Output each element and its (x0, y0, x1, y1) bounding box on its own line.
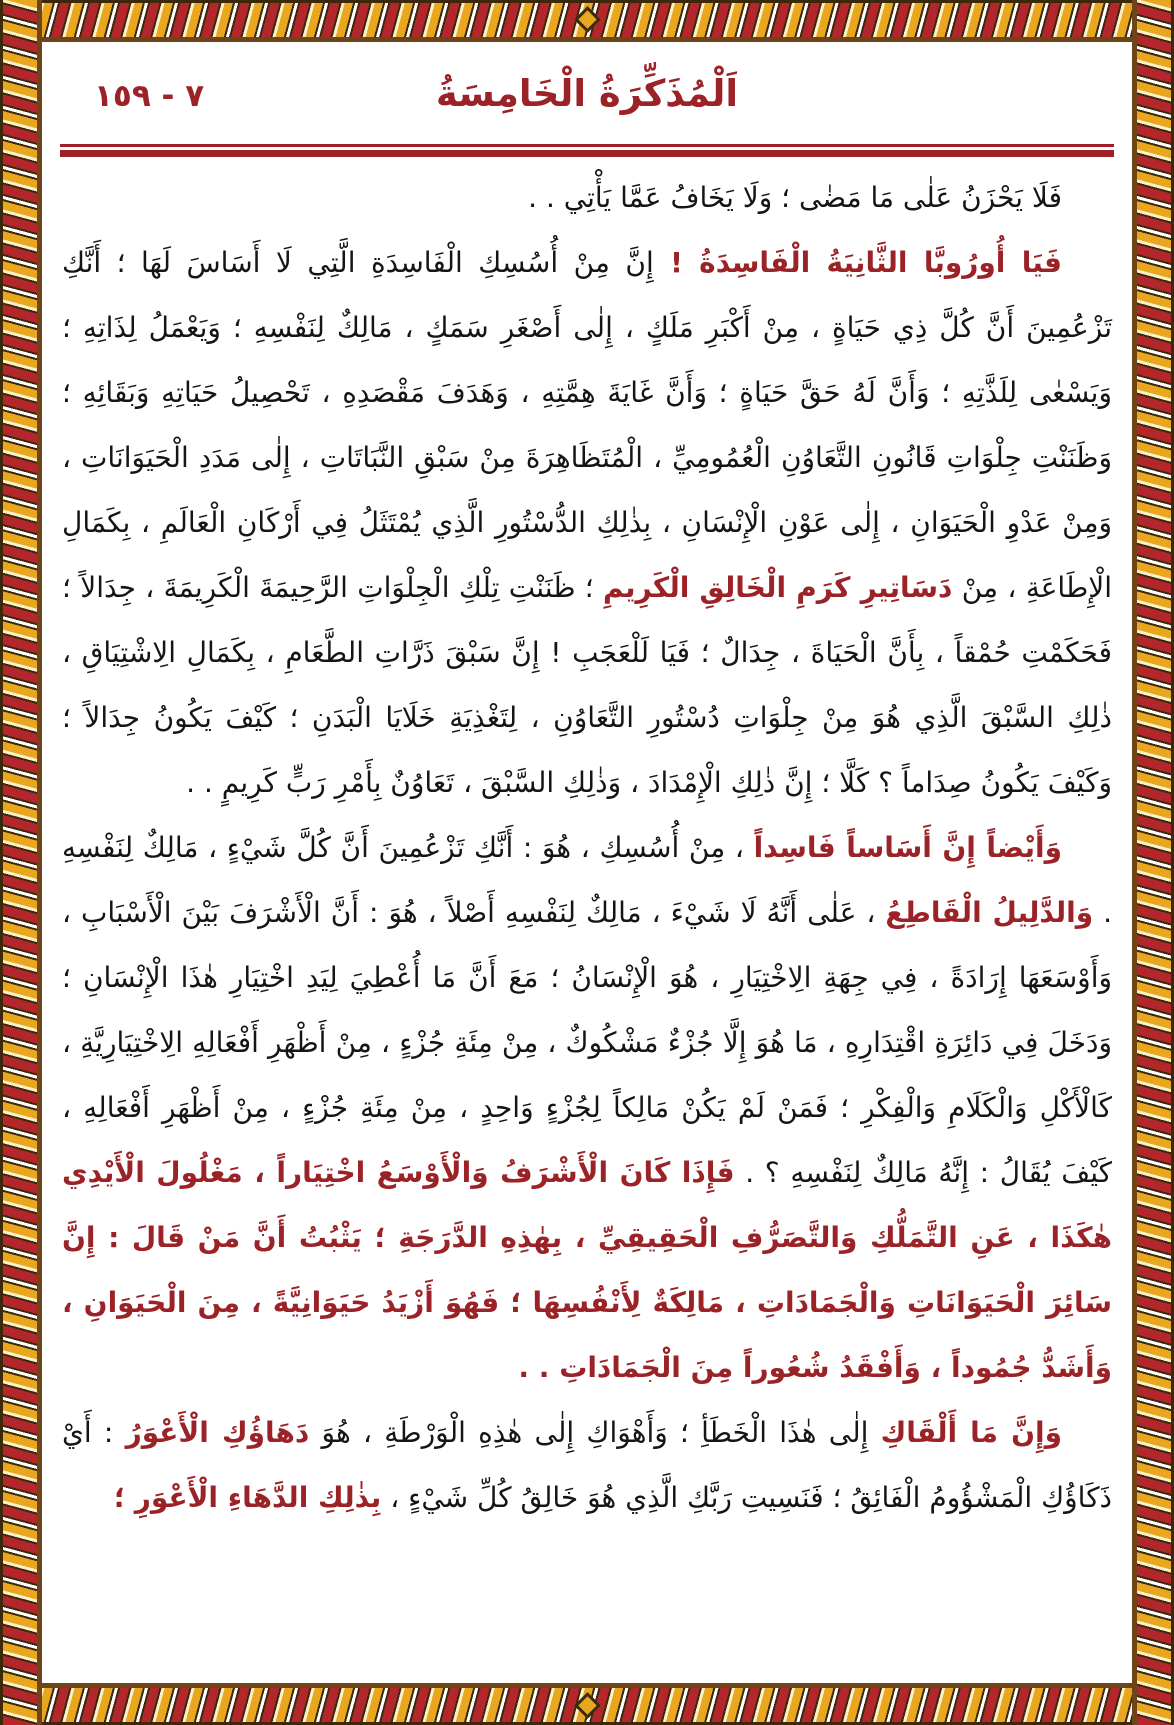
emphasis-text-segment: وَأَيْضاً إِنَّ أَسَاساً فَاسِداً (753, 831, 1062, 864)
emphasis-text-segment: وَإِنَّ مَا أَلْقَاكِ (880, 1416, 1062, 1449)
text-segment: إِنَّ مِنْ أُسُسِكِ الْفَاسِدَةِ الَّتِي لَا أَسَاسَ لَهَا ؛ أَنَّكِ تَزْعُمِينَ أَنَّ كُلَّ ذِي حَيَاةٍ ، مِنْ أَكْبَرِ مَلَكٍ ، إِلٰى أَصْغَرِ سَمَكٍ ، مَالِكٌ لِنَفْسِهِ ؛ وَيَعْمَلُ لِذَاتِهِ ؛ وَيَسْعٰى لِلَذَّتِهِ ؛ وَأَنَّ لَهُ حَقَّ حَيَاةٍ ؛ وَأَنَّ غَايَةَ هِمَّتِهِ ، وَهَدَفَ مَقْصَدِهِ ، تَحْصِيلُ حَيَاتِهِ وَبَقَائِهِ ؛ وَظَنَنْتِ جِلْوَاتِ قَانُونِ التَّعَاوُنِ الْعُمُومِيِّ ، الْمُتَظَاهِرَةَ مِنْ سَبْقِ النَّبَاتَاتِ ، إِلٰى مَدَدِ الْحَيَوَانَاتِ ، وَمِنْ عَدْوِ الْحَيَوَانِ ، إِلٰى عَوْنِ الْإِنْسَانِ ، بِذٰلِكِ الدُّسْتُورِ الَّذِي يُمْتَثَلُ فِي أَرْكَانِ الْعَالَمِ ، بِكَمَالِ الْإِطَاعَةِ ، مِنْ (62, 246, 1112, 604)
text-segment: إِلٰى هٰذَا الْخَطَأِ ؛ وَأَهْوَاكِ إِلٰى هٰذِهِ الْوَرْطَةِ ، هُوَ (309, 1416, 881, 1449)
text-segment: ؛ ظَنَنْتِ تِلْكِ الْجِلْوَاتِ الرَّحِيمَةَ الْكَرِيمَةَ ، جِدَالاً ؛ فَحَكَمْتِ حُمْقاً ، بِأَنَّ الْحَيَاةَ ، جِدَالٌ ؛ فَيَا لَلْعَجَبِ ! إِنَّ سَبْقَ ذَرَّاتِ الطَّعَامِ ، بِكَمَالِ الِاشْتِيَاقِ ، ذٰلِكِ السَّبْقَ الَّذِي هُوَ مِنْ جِلْوَاتِ دُسْتُورِ التَّعَاوُنِ ، لِتَغْذِيَةِ خَلَايَا الْبَدَنِ ؛ كَيْفَ يَكُونُ جِدَالاً ؛ وَكَيْفَ يَكُونُ صِدَاماً ؟ كَلَّا ؛ إِنَّ ذٰلِكِ الْإِمْدَادَ ، وَذٰلِكِ السَّبْقَ ، تَعَاوُنٌ بِأَمْرِ رَبٍّ كَرِيمٍ . . (62, 571, 1112, 799)
header-divider (60, 144, 1114, 157)
text-segment: ، عَلٰى أَنَّهُ لَا شَيْءَ ، مَالِكٌ لِنَفْسِهِ أَصْلاً ، هُوَ : أَنَّ الْأَشْرَفَ بَيْنَ الْأَسْبَابِ ، وَأَوْسَعَهَا إِرَادَةً ، فِي جِهَةِ الِاخْتِيَارِ ، هُوَ الْإِنْسَانُ ؛ مَعَ أَنَّ مَا أُعْطِيَ لِيَدِ اخْتِيَارِ هٰذَا الْإِنْسَانِ ؛ وَدَخَلَ فِي دَائِرَةِ اقْتِدَارِهِ ، مَا هُوَ إِلَّا جُزْءٌ مَشْكُوكٌ ، مِنْ مِئَةِ جُزْءٍ ، مِنْ أَظْهَرِ أَفْعَالِهِ الِاخْتِيَارِيَّةِ ، كَالْأَكْلِ وَالْكَلَامِ وَالْفِكْرِ ؛ فَمَنْ لَمْ يَكُنْ مَالِكاً لِجُزْءٍ وَاحِدٍ ، مِنْ مِئَةِ جُزْءٍ ، مِنْ أَظْهَرِ أَفْعَالِهِ ، كَيْفَ يُقَالُ : إِنَّهُ مَالِكٌ لِنَفْسِهِ ؟ . (62, 896, 1112, 1189)
page-title: اَلْمُذَكِّرَةُ الْخَامِسَةُ (435, 72, 739, 115)
paragraph (62, 230, 1112, 815)
emphasis-text-segment: فَإِذَا كَانَ الْأَشْرَفُ وَالْأَوْسَعُ اخْتِيَاراً ، مَغْلُولَ الْأَيْدِي هٰكَذَا ، عَنِ التَّمَلُّكِ وَالتَّصَرُّفِ الْحَقِيقِيِّ ، بِهٰذِهِ الدَّرَجَةِ ؛ يَثْبُتُ أَنَّ مَنْ قَالَ : إِنَّ سَائِرَ الْحَيَوَانَاتِ وَالْجَمَادَاتِ ، مَالِكَةٌ لِأَنْفُسِهَا ؛ فَهُوَ أَزْيَدُ حَيَوَانِيَّةً ، مِنَ الْحَيَوَانِ ، وَأَشَدُّ جُمُوداً ، وَأَفْقَدُ شُعُوراً مِنَ الْجَمَادَاتِ . . (62, 1156, 1112, 1384)
paragraph (62, 1400, 1112, 1530)
emphasis-text-segment: دَهَاؤُكِ الْأَعْوَرُ (125, 1416, 310, 1449)
paragraph (62, 815, 1112, 1400)
emphasis-text-segment: دَسَاتِيرِ كَرَمِ الْخَالِقِ الْكَرِيمِ (603, 571, 953, 604)
page-number: ٧ - ١٥٩ (94, 78, 205, 114)
page-content (34, 34, 1140, 1691)
text-segment: فَلَا يَحْزَنُ عَلٰى مَا مَضٰى ؛ وَلَا يَخَافُ عَمَّا يَأْتِي . . (528, 181, 1062, 214)
text-segment: : أَيْ ذَكَاؤُكِ الْمَشْؤُومُ الْفَائِقُ ؛ فَنَسِيتِ رَبَّكِ الَّذِي هُوَ خَالِقُ كُلِّ شَيْءٍ ، (62, 1416, 1112, 1514)
border-center-diamond-icon (574, 1692, 601, 1719)
emphasis-text-segment: وَالدَّلِيلُ الْقَاطِعُ (885, 896, 1094, 929)
body-text (56, 165, 1118, 1530)
border-center-diamond-icon (574, 6, 601, 33)
divider-thin-rule (60, 144, 1114, 147)
divider-thick-rule (60, 150, 1114, 157)
emphasis-text-segment: فَيَا أُورُوبَّا الثَّانِيَةُ الْفَاسِدَةُ ! (653, 246, 1062, 279)
page-header (56, 68, 1118, 130)
emphasis-text-segment: بِذٰلِكِ الدَّهَاءِ الْأَعْوَرِ ؛ (113, 1481, 382, 1514)
text-segment: ، مِنْ أُسُسِكِ ، هُوَ : أَنَّكِ تَزْعُمِينَ أَنَّ كُلَّ شَيْءٍ ، مَالِكٌ لِنَفْسِهِ . (62, 831, 1112, 929)
paragraph (62, 165, 1112, 230)
